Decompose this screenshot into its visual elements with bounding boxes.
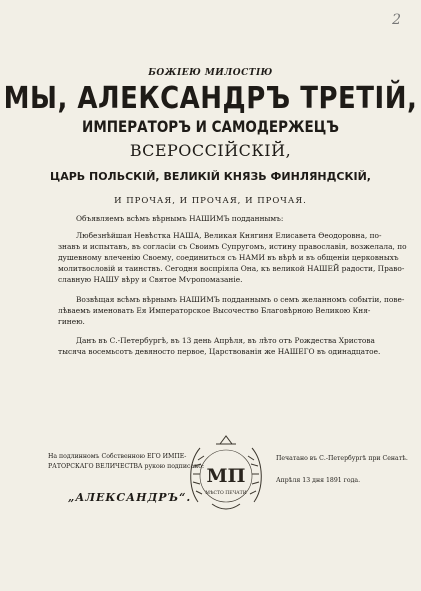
paragraph-line: Любезнѣйшая Невѣстка НАША, Великая Княгиня Елисавета Ѳеодоровна, по- [76,231,382,240]
page-number: 2 [392,12,401,28]
paragraph-line: молитвословій и таинствъ. Сегодня воспріяла Она, къ великой НАШЕЙ радости, Право- [58,264,405,273]
paragraph-2 [58,294,405,327]
paragraph-3 [58,335,383,357]
header-title-2: ВСЕРОССІЙСКІЙ, [129,141,292,160]
paragraph-line: душевному влеченію Своему, соединиться съ НАМИ въ вѣрѣ и въ общеніи церковныхъ [58,253,399,262]
paragraph-line: Данъ въ С.-Петербургѣ, въ 13 день Апрѣля, въ лѣто отъ Рождества Христова [76,336,375,345]
paragraph-line: тысяча восемьсотъ девяносто первое, Царствованія же НАШЕГО въ одинадцатое. [58,347,381,356]
header-name: МЫ, АЛЕКСАНДРЪ ТРЕТІЙ, [3,81,418,117]
header-title-1: ИМПЕРАТОРЪ И САМОДЕРЖЕЦЪ [82,117,339,137]
paragraph-line: знавъ и испытавъ, въ согласіи съ Своимъ Супругомъ, истину православія, возжелала, по [58,242,407,251]
paragraph-1 [58,230,407,285]
header-title-3: ЦАРЬ ПОЛЬСКІЙ, ВЕЛИКІЙ КНЯЗЬ ФИНЛЯНДСКІЙ, [50,170,371,183]
signature-note-line: На подлинномъ Собственною ЕГО ИМПЕ- [48,453,187,460]
seal-emblem [182,432,270,520]
header-grace: БОЖІЕЮ МИЛОСТІЮ [148,68,273,78]
paragraph-line: лѣваемъ именовать Ея Императорское Высочество Благовѣрною Великою Кня- [58,306,371,315]
print-date: Апрѣля 13 дня 1891 года. [276,477,361,484]
signature: „АЛЕКСАНДРЪ“. [68,491,192,504]
signature-note [48,452,205,472]
seal-caption: МѢСТО ПЕЧАТИ [205,491,247,496]
paragraph-line: славную НАШУ вѣру и Святое Мѵропомазаніе. [58,275,243,284]
paragraph-line: Возвѣщая всѣмъ вѣрнымъ НАШИМЪ подданнымъ о семъ желанномъ событіи, пове- [76,295,405,304]
signature-note-line: РАТОРСКАГО ВЕЛИЧЕСТВА рукою подписано: [48,463,205,470]
header-title-4: И ПРОЧАЯ, И ПРОЧАЯ, И ПРОЧАЯ. [114,196,307,206]
intro-line: Объявляемъ всѣмъ вѣрнымъ НАШИМЪ подданнымъ: [76,214,284,223]
printing-note-line: Печатано въ С.-Петербургѣ при Сенатѣ. [276,455,408,462]
paragraph-line: гинею. [58,317,85,326]
seal-monogram: МП [206,465,246,487]
printing-note [276,454,408,464]
